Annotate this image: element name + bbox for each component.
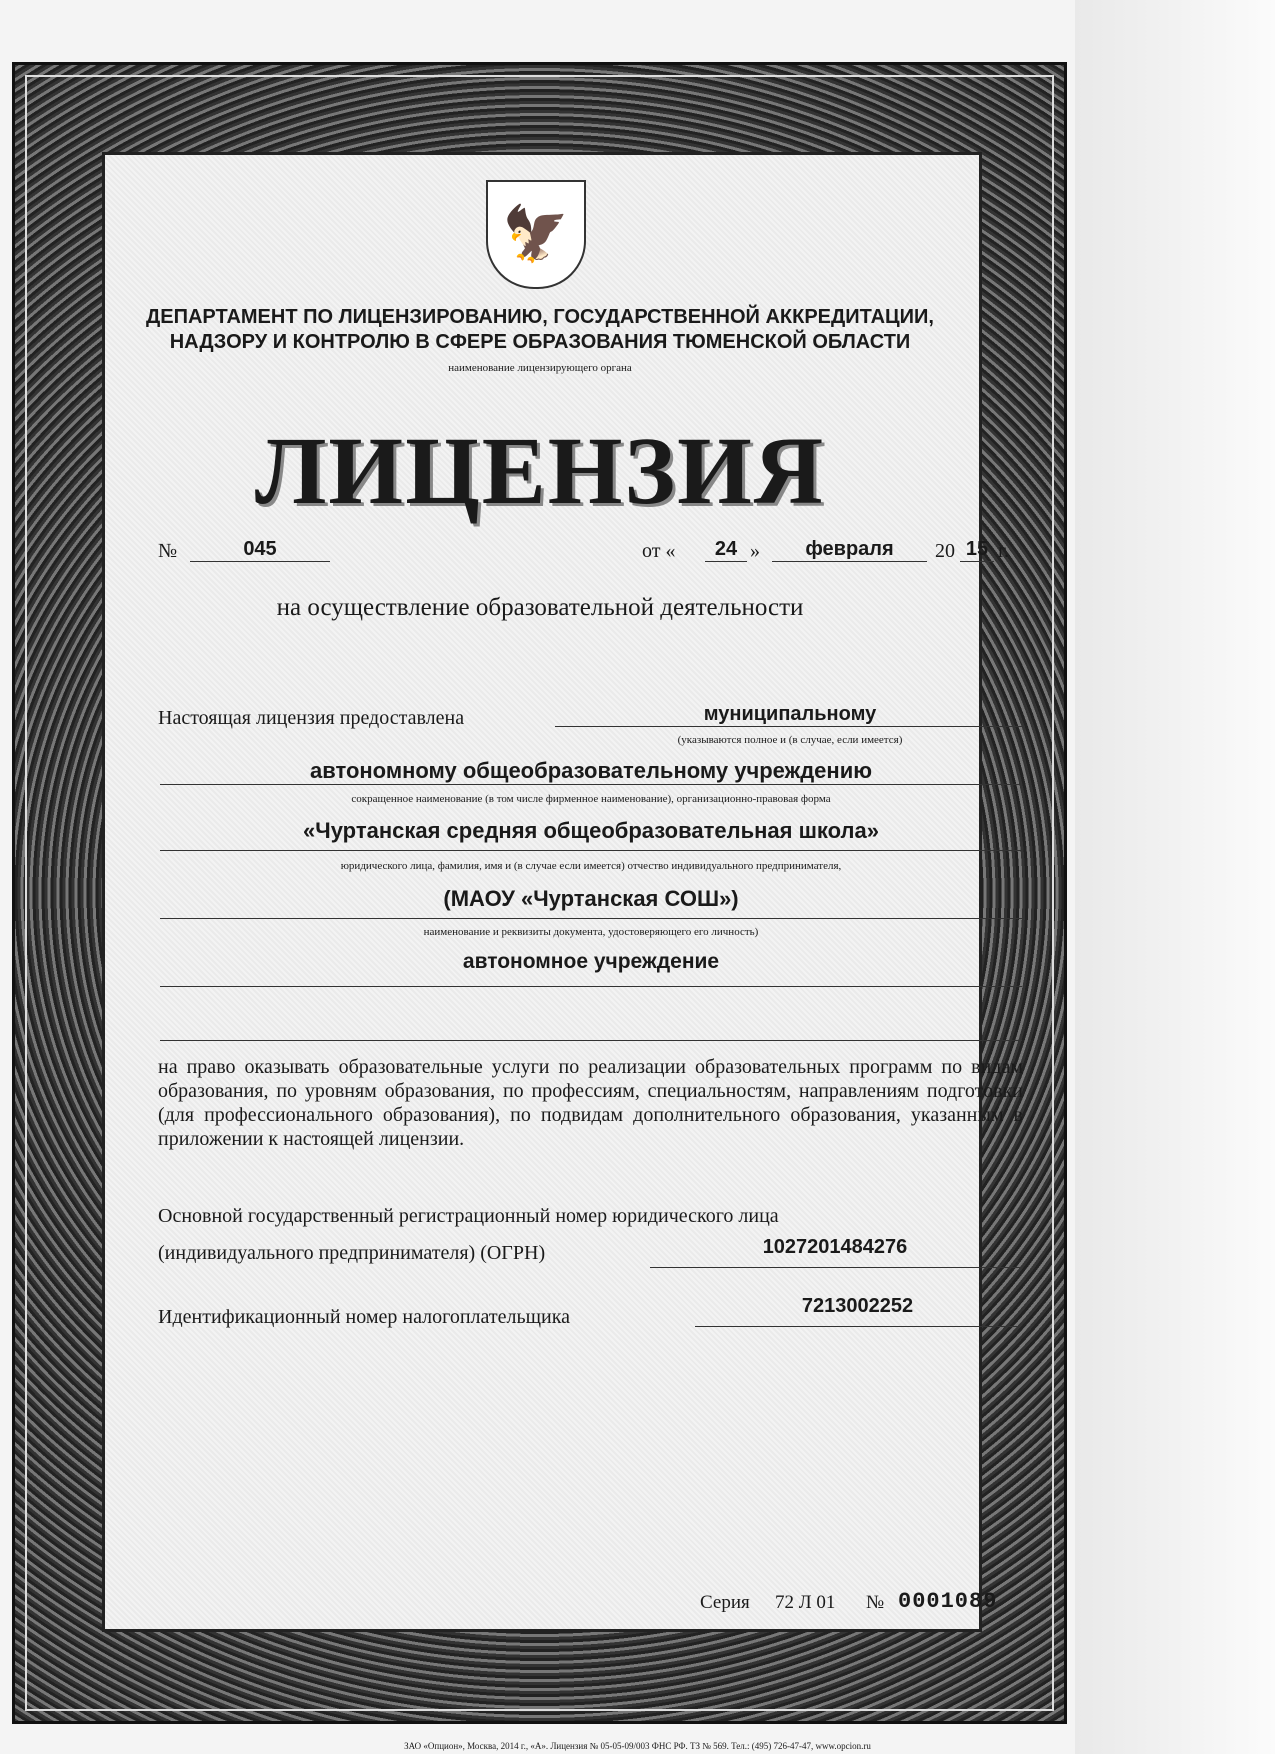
date-month: февраля	[772, 538, 927, 562]
inn-value: 7213002252	[695, 1295, 1020, 1327]
authority-line1: ДЕПАРТАМЕНТ ПО ЛИЦЕНЗИРОВАНИЮ, ГОСУДАРСТВЕННОЙ АККРЕДИТАЦИИ,	[146, 306, 934, 328]
licensee-value4: (МАОУ «Чуртанская СОШ»)	[160, 886, 1022, 919]
ogrn-value: 1027201484276	[650, 1236, 1020, 1268]
licensee-value3: «Чуртанская средняя общеобразовательная школа»	[160, 818, 1022, 851]
ogrn-label1: Основной государственный регистрационный номер юридического лица	[158, 1205, 779, 1227]
licensee-caption1: (указываются полное и (в случае, если имеется)	[677, 734, 903, 746]
divider	[160, 1040, 1022, 1041]
licensee-value5: автономное учреждение	[160, 950, 1022, 987]
printer-footer: ЗАО «Опцион», Москва, 2014 г., «А». Лицензия № 05-05-09/003 ФНС РФ. ТЗ № 569. Тел.: (495) 726-47-47, www.opcion.ru	[404, 1741, 871, 1751]
page-title: ЛИЦЕНЗИЯ	[254, 417, 826, 524]
date-from: от «	[642, 540, 676, 562]
coat-of-arms-icon: 🦅	[486, 180, 586, 289]
rights-text: на право оказывать образовательные услуги по реализации образовательных программ по видам образования, по уровням образования, по профессиям, специальностям, направлениям подготовки (для профессионального образования), по подвидам дополнительного образования, указанным в приложении к настоящей лицензии.	[158, 1056, 1023, 1150]
date-year-prefix: 20	[935, 540, 955, 562]
date-close: »	[750, 540, 760, 562]
license-number: 045	[190, 538, 330, 562]
ogrn-label2: (индивидуального предпринимателя) (ОГРН)	[158, 1242, 546, 1264]
licensee-value1: муниципальному	[555, 703, 1025, 727]
page-edge	[1075, 0, 1275, 1754]
series-number-label: №	[866, 1592, 885, 1613]
inn-label: Идентификационный номер налогоплательщика	[158, 1306, 571, 1328]
date-day: 24	[705, 538, 747, 562]
date-year-suffix: г.	[998, 540, 1009, 562]
authority-caption: наименование лицензирующего органа	[448, 362, 632, 374]
licensee-caption2: сокращенное наименование (в том числе фирменное наименование), организационно-правовая форма	[351, 793, 831, 805]
purpose: на осуществление образовательной деятельности	[276, 594, 804, 621]
licensee-caption4: наименование и реквизиты документа, удостоверяющего его личность)	[423, 926, 759, 938]
licensee-intro: Настоящая лицензия предоставлена	[158, 707, 465, 729]
licensee-value2: автономному общеобразовательному учреждению	[160, 758, 1022, 785]
series-value: 72 Л 01	[775, 1592, 836, 1613]
series-number: 0001089	[898, 1589, 998, 1614]
authority-line2: НАДЗОРУ И КОНТРОЛЮ В СФЕРЕ ОБРАЗОВАНИЯ ТЮМЕНСКОЙ ОБЛАСТИ	[169, 331, 911, 353]
licensee-caption3: юридического лица, фамилия, имя и (в случае если имеется) отчество индивидуального предпринимателя,	[340, 860, 842, 872]
date-year: 15	[960, 538, 994, 562]
number-label: №	[158, 540, 178, 562]
series-label: Серия	[700, 1592, 750, 1613]
